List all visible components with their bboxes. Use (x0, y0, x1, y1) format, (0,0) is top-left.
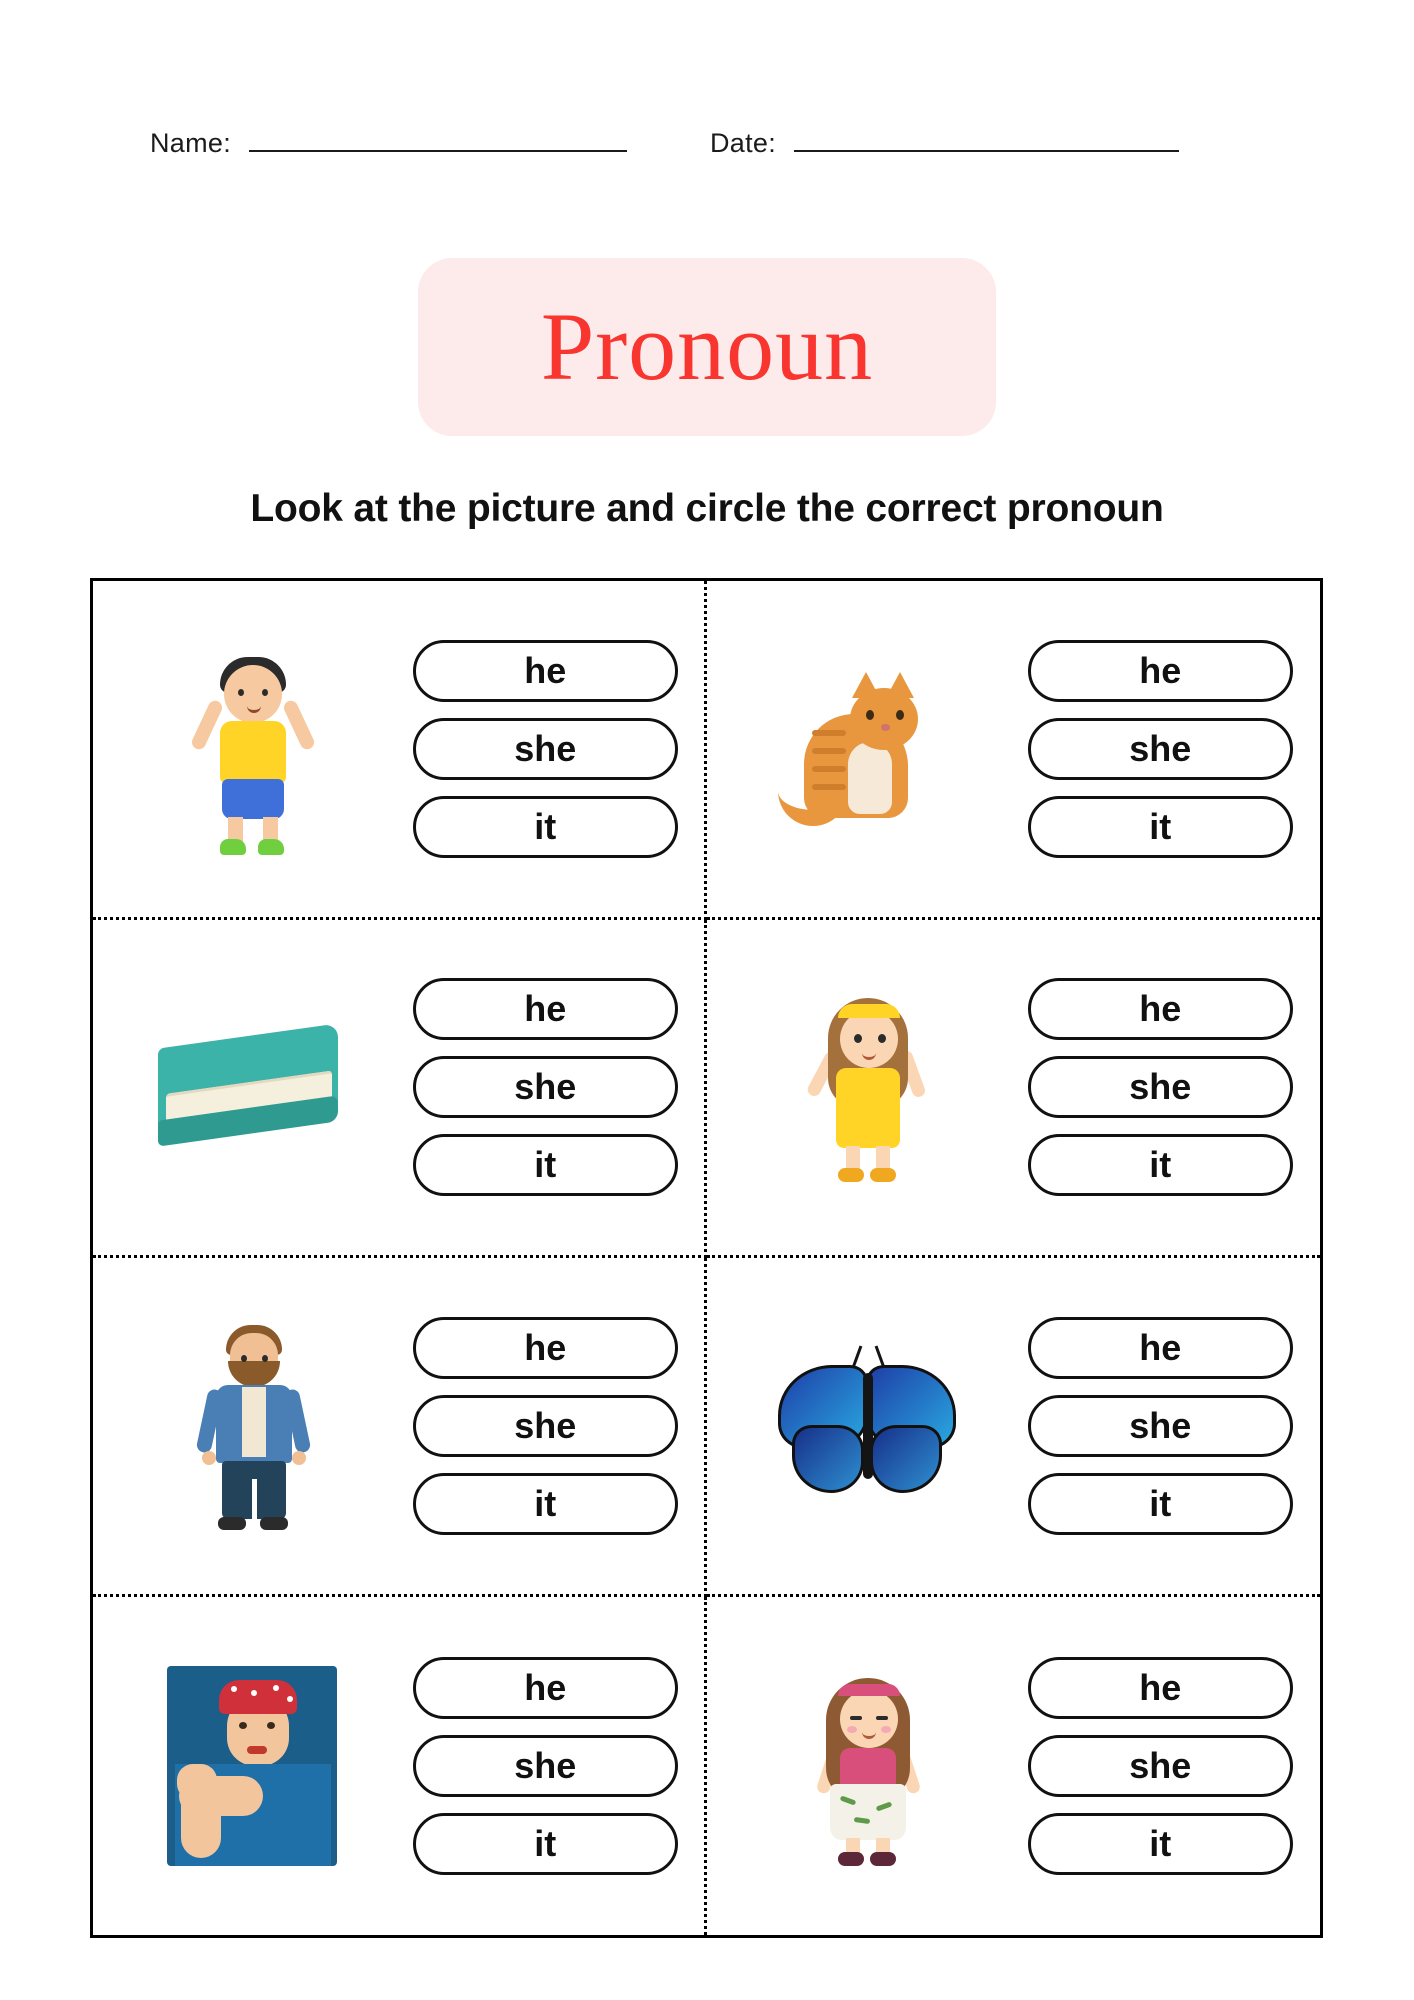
option-he[interactable]: he (1028, 978, 1293, 1040)
worksheet-item (93, 920, 707, 1259)
item-options (1017, 640, 1311, 858)
option-he[interactable]: he (413, 1657, 678, 1719)
option-she[interactable]: she (413, 1056, 678, 1118)
item-picture (717, 1597, 1017, 1936)
option-it[interactable]: it (413, 1134, 678, 1196)
item-options (1017, 1317, 1311, 1535)
option-she[interactable]: she (413, 1395, 678, 1457)
item-options (1017, 1657, 1311, 1875)
boy-illustration (178, 641, 328, 856)
girl-yellow-illustration (792, 980, 942, 1195)
item-picture (717, 1258, 1017, 1594)
option-she[interactable]: she (413, 718, 678, 780)
item-picture (103, 581, 403, 917)
item-options (403, 978, 694, 1196)
option-it[interactable]: it (413, 796, 678, 858)
item-options (403, 1657, 694, 1875)
worksheet-item (707, 920, 1321, 1259)
man-illustration (178, 1311, 328, 1541)
option-she[interactable]: she (413, 1735, 678, 1797)
option-it[interactable]: it (413, 1473, 678, 1535)
woman-strong-illustration (153, 1658, 353, 1873)
option-he[interactable]: he (413, 640, 678, 702)
option-she[interactable]: she (1028, 718, 1293, 780)
date-field-group (710, 128, 1179, 159)
worksheet-grid (90, 578, 1323, 1938)
option-it[interactable]: it (1028, 1134, 1293, 1196)
item-picture (717, 581, 1017, 917)
worksheet-item (707, 1258, 1321, 1597)
name-label: Name: (150, 128, 232, 158)
item-picture (103, 1597, 403, 1936)
option-he[interactable]: he (1028, 1317, 1293, 1379)
option-it[interactable]: it (1028, 1813, 1293, 1875)
butterfly-illustration (762, 1341, 972, 1511)
option-he[interactable]: he (413, 978, 678, 1040)
worksheet-item (707, 1597, 1321, 1936)
instruction-text: Look at the picture and circle the correct pronoun (250, 487, 1164, 530)
option-he[interactable]: he (1028, 640, 1293, 702)
worksheet-item (93, 581, 707, 920)
option-it[interactable]: it (1028, 1473, 1293, 1535)
date-label: Date: (710, 128, 777, 158)
item-picture (103, 1258, 403, 1594)
item-options (403, 640, 694, 858)
option-she[interactable]: she (1028, 1735, 1293, 1797)
title-section (0, 258, 1414, 436)
item-options (403, 1317, 694, 1535)
girl-pink-illustration (792, 1658, 942, 1873)
item-options (1017, 978, 1311, 1196)
item-picture (103, 920, 403, 1256)
option-it[interactable]: it (413, 1813, 678, 1875)
cat-illustration (772, 664, 962, 834)
item-picture (717, 920, 1017, 1256)
book-illustration (148, 1012, 358, 1162)
option-she[interactable]: she (1028, 1056, 1293, 1118)
option-he[interactable]: he (413, 1317, 678, 1379)
name-input-line[interactable] (249, 128, 627, 152)
worksheet-item (93, 1597, 707, 1936)
student-info-row (150, 128, 1264, 159)
option-he[interactable]: he (1028, 1657, 1293, 1719)
title-pill (418, 258, 996, 436)
page-title: Pronoun (540, 293, 874, 400)
option-it[interactable]: it (1028, 796, 1293, 858)
option-she[interactable]: she (1028, 1395, 1293, 1457)
worksheet-item (707, 581, 1321, 920)
worksheet-item (93, 1258, 707, 1597)
date-input-line[interactable] (794, 128, 1179, 152)
name-field-group (150, 128, 710, 159)
